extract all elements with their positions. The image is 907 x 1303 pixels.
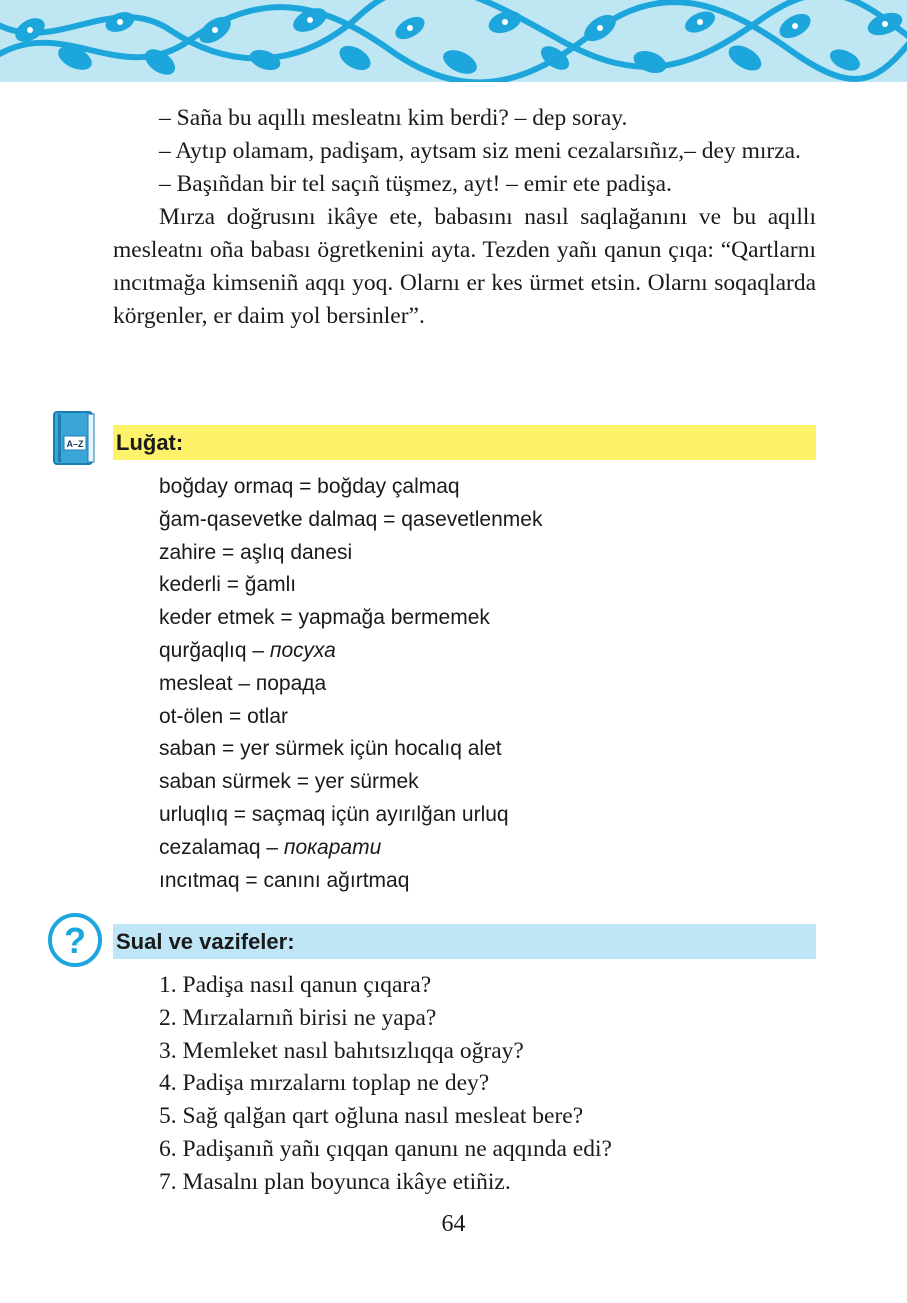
vocabulary-item: kederli = ğamlı [159,573,297,597]
paragraph: – Saña bu aqıllı mesleatnı kim berdi? – dep soray. [159,105,628,131]
question-item: 2. Mırzalarnıñ birisi ne yapa? [159,1004,437,1031]
vocabulary-item: saban sürmek = yer sürmek [159,770,419,794]
paragraph: Mırza doğrusını ikâye ete, babasını nasıl saqlağanını ve bu aqıllı mesleatnı oña babası ögretkenini ayta. Tezden yañı qanun çıqa: “Qartlarnı ıncıtmağa kimseniñ aqqı yoq. Olarnı er kes ürmet etsin. Olarnı soqaqlarda körgenler, er daim yol bersinler”. [113,204,816,329]
vocabulary-list [159,471,542,897]
question-item: 4. Padişa mırzalarnı toplap ne dey? [159,1070,490,1097]
vocabulary-heading: Luğat: [113,425,816,460]
question-item: 3. Memleket nasıl bahıtsızlıqqa oğray? [159,1037,524,1064]
paragraph: – Başıñdan bir tel saçıñ tüşmez, ayt! – emir ete padişa. [159,171,672,197]
paragraph: – Aytıp olamam, padişam, aytsam siz meni cezalarsıñız,– dey mırza. [159,138,801,164]
vocabulary-item: saban = yer sürmek içün hocalıq alet [159,737,502,761]
vocabulary-item: zahire = aşlıq danesi [159,540,353,564]
vocabulary-item: ot-ölen = otlar [159,704,288,728]
floral-ornament-icon [0,0,907,82]
page-number: 64 [441,1211,466,1237]
vocabulary-item: ğam-qasevetke dalmaq = qasevetlenmek [159,507,543,531]
dictionary-book-icon [52,410,96,471]
vocabulary-item: ıncıtmaq = canını ağırtmaq [159,868,410,892]
vocabulary-item: qurğaqlıq – посуха [159,638,336,662]
question-item: 7. Masalnı plan boyunca ikâye etiñiz. [159,1168,511,1195]
vocabulary-item: cezalamaq – покарати [159,835,382,859]
vocabulary-item: keder etmek = yapmağa bermemek [159,606,490,630]
question-icon-label: ? [64,920,86,961]
questions-list [159,969,612,1199]
decorative-floral-banner [0,0,907,82]
vocabulary-item: mesleat – порада [159,671,327,695]
vocabulary-item: boğday ormaq = boğday çalmaq [159,475,460,498]
book-icon-label: A–Z [66,439,84,449]
question-icon [47,912,103,973]
vocabulary-item: urluqlıq = saçmaq içün ayırılğan urluq [159,802,509,826]
question-item: 1. Padişa nasıl qanun çıqara? [159,972,432,998]
question-item: 5. Sağ qalğan qart oğluna nasıl mesleat bere? [159,1103,584,1130]
story-text [113,102,816,333]
question-item: 6. Padişanıñ yañı çıqqan qanunı ne aqqında edi? [159,1135,612,1162]
questions-heading: Sual ve vazifeler: [113,924,816,959]
